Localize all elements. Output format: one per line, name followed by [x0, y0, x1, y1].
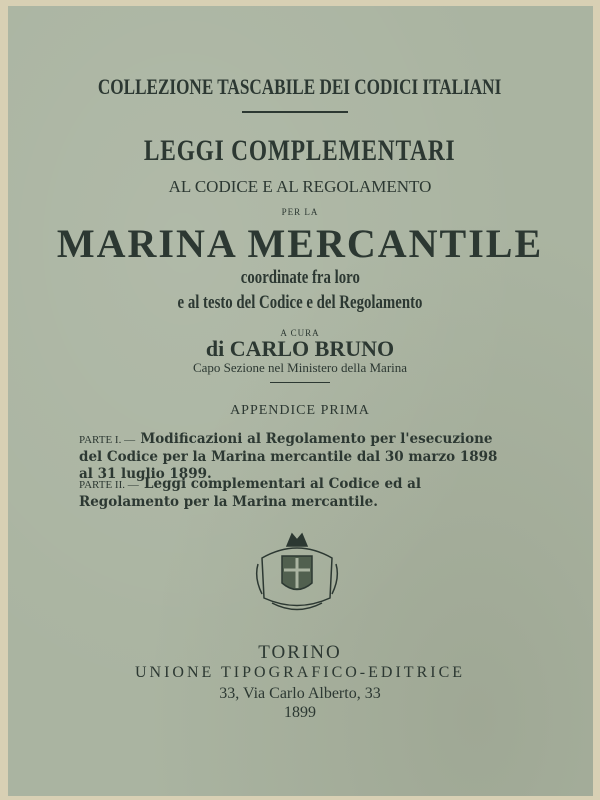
author-role: Capo Sezione nel Ministero della Marina — [192, 360, 408, 375]
publisher: UNIONE TIPOGRAFICO-EDITRICE — [134, 664, 466, 681]
book-title — [0, 134, 600, 168]
a-cura: A CURA — [280, 328, 320, 338]
part-2 — [79, 475, 511, 510]
coordinate-text: coordinate fra loro — [240, 267, 360, 288]
book-title-text: LEGGI COMPLEMENTARI — [144, 134, 456, 167]
part-text: Modificazioni al Regolamento per l'esecuzione del Codice per la Marina mercantile dal 30 marzo 1898 al 31 luglio 1899. — [79, 431, 498, 482]
appendix-heading: APPENDICE PRIMA — [230, 403, 370, 418]
coat-of-arms-icon — [252, 528, 342, 616]
series-text: COLLEZIONE TASCABILE DEI CODICI ITALIANI — [98, 74, 502, 99]
author: di CARLO BRUNO — [205, 336, 395, 361]
coordinate-line — [0, 267, 600, 289]
year: 1899 — [284, 704, 316, 721]
divider — [270, 382, 330, 383]
per-la: PER LA — [281, 207, 319, 217]
divider — [242, 111, 348, 113]
address: 33, Via Carlo Alberto, 33 — [219, 685, 381, 702]
main-title: MARINA MERCANTILE — [56, 221, 544, 266]
part-label: PARTE I. — — [79, 434, 136, 446]
testo-line — [0, 292, 600, 314]
subtitle: AL CODICE E AL REGOLAMENTO — [168, 177, 432, 196]
city: TORINO — [258, 642, 342, 663]
part-text: Leggi complementari al Codice ed al Regolamento per la Marina mercantile. — [79, 476, 422, 510]
part-label: PARTE II. — — [79, 479, 139, 491]
testo-text: e al testo del Codice e del Regolamento — [177, 292, 423, 313]
series-title — [0, 74, 600, 100]
